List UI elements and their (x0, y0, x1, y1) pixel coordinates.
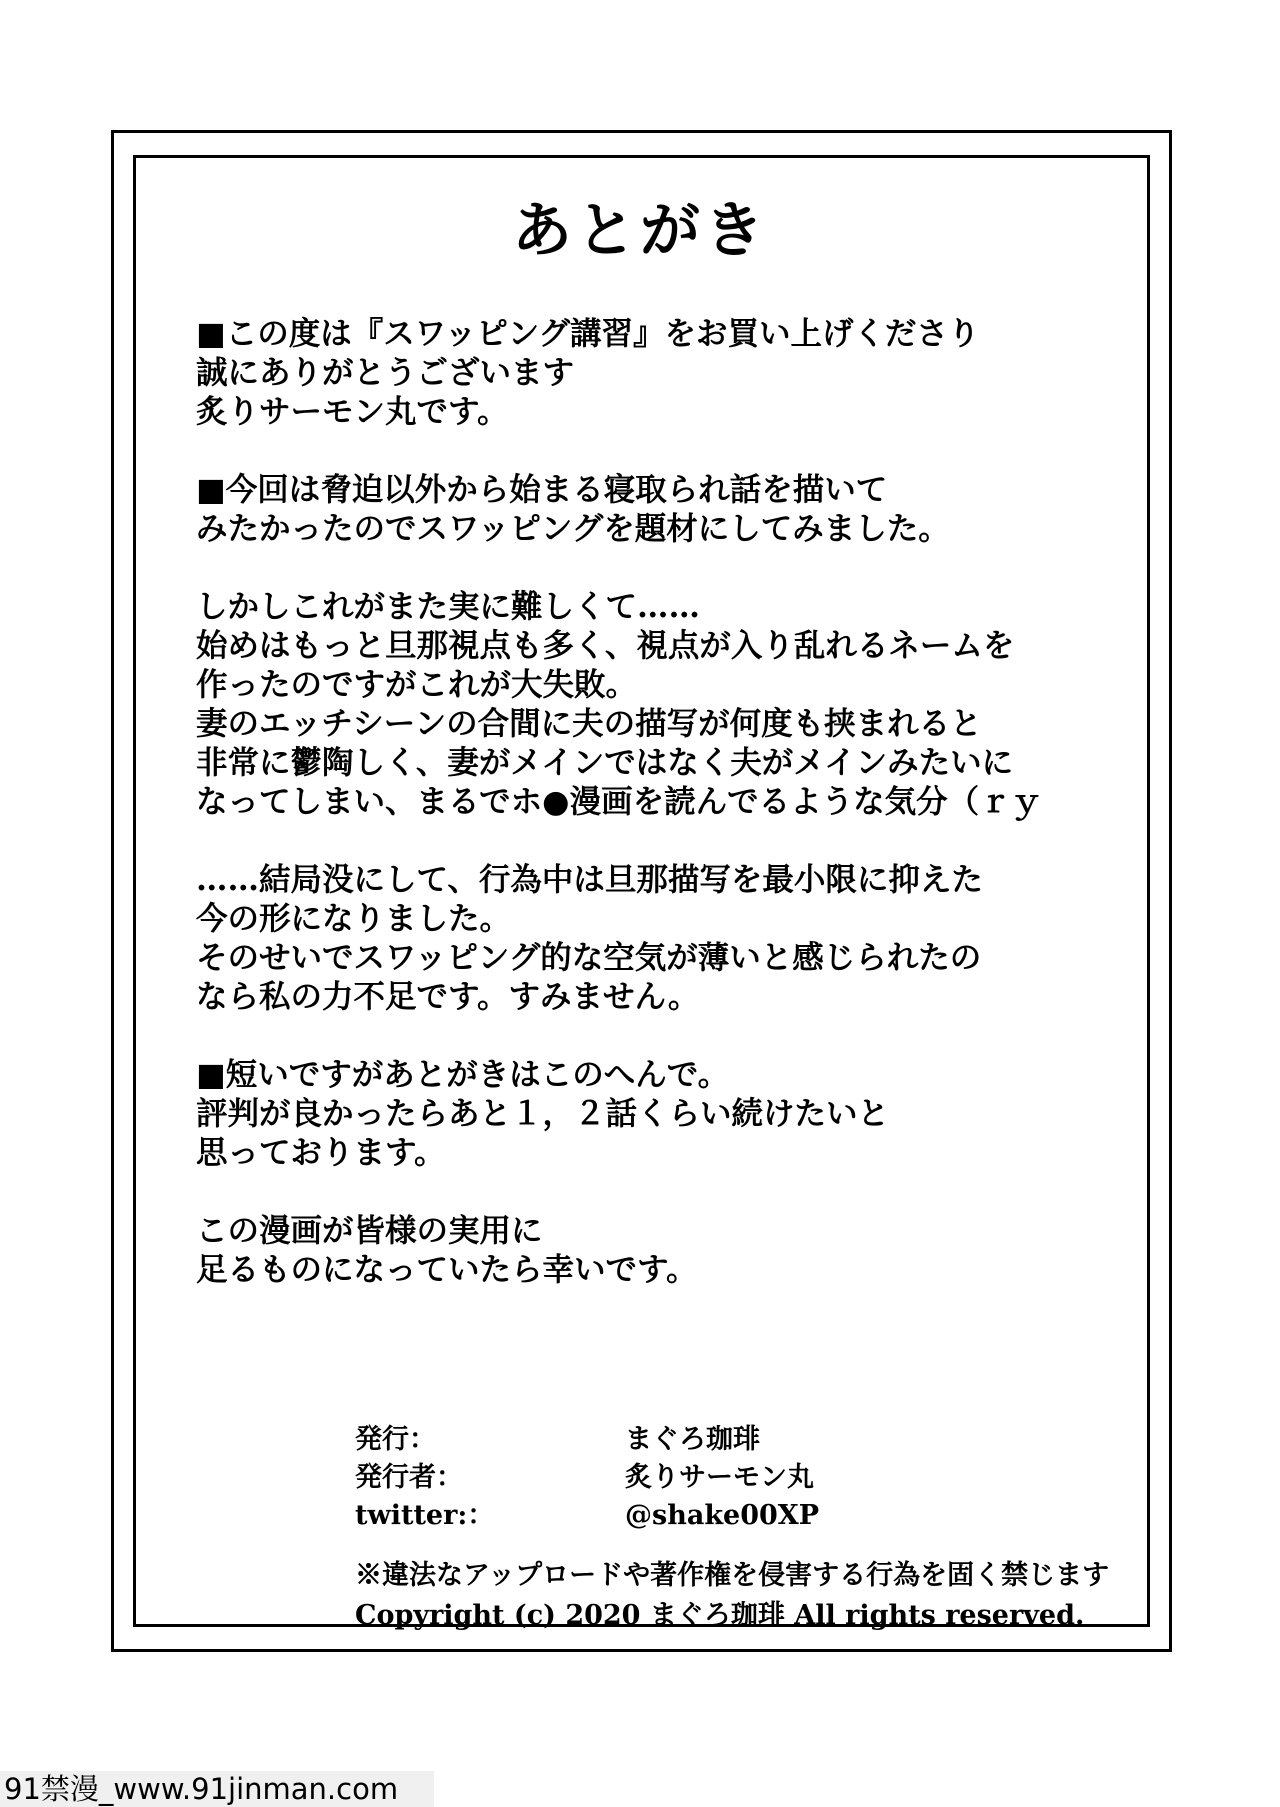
credit-label: 発行者： (355, 1462, 463, 1493)
paragraph-theme (196, 470, 1136, 548)
text-line: しかしこれがまた実に難しくて…… (196, 588, 701, 625)
text-line: 思っております。 (196, 1134, 446, 1171)
credit-value: 炙りサーモン丸 (625, 1462, 814, 1493)
text-line: 炙りサーモン丸です。 (196, 393, 509, 430)
text-line: この漫画が皆様の実用に (196, 1212, 543, 1249)
site-watermark: 91禁漫_www.91jinman.com (0, 1771, 434, 1807)
text-line: 評判が良かったらあと１，２話くらい続けたいと (196, 1095, 890, 1132)
paragraph-difficulty (196, 587, 1136, 821)
legal-block (355, 1556, 1109, 1636)
text-line: ……結局没にして、行為中は旦那描写を最小限に抑えた (196, 861, 983, 898)
text-line: みたかったのでスワッピングを題材にしてみました。 (196, 510, 950, 547)
credit-publisher (355, 1421, 819, 1459)
text-line: そのせいでスワッピング的な空気が薄いと感じられたの (196, 939, 982, 976)
text-line: ■短いですがあとがきはこのへんで。 (196, 1056, 730, 1093)
text-line: なら私の力不足です。すみません。 (196, 978, 700, 1015)
credit-label: twitter:： (355, 1500, 495, 1531)
page-title: あとがき (512, 196, 768, 266)
credits-block (355, 1421, 819, 1535)
text-line: 始めはもっと旦那視点も多く、視点が入り乱れるネームを (196, 627, 1015, 664)
paragraph-greeting (196, 314, 1136, 431)
paragraph-thanks (196, 1211, 1136, 1289)
text-line: 非常に鬱陶しく、妻がメインではなく夫がメインみたいに (196, 744, 1014, 781)
text-line: 今の形になりました。 (196, 900, 512, 937)
text-line: ■今回は脅迫以外から始まる寝取られ話を描いて (196, 471, 888, 508)
paragraph-closing (196, 1055, 1136, 1172)
text-line: 誠にありがとうございます (196, 354, 575, 391)
text-line: 作ったのですがこれが大失敗。 (196, 666, 638, 703)
text-line: 妻のエッチシーンの合間に夫の描写が何度も挟まれると (196, 705, 982, 742)
text-line: 足るものになっていたら幸いです。 (196, 1251, 698, 1288)
credit-value: @shake00XP (625, 1500, 820, 1531)
afterword-body (196, 314, 1136, 1289)
legal-notice: ※違法なアップロードや著作権を侵害する行為を固く禁じます (355, 1560, 1110, 1591)
credit-author (355, 1459, 819, 1497)
paragraph-result (196, 860, 1136, 1016)
credit-twitter (355, 1497, 819, 1535)
credit-value: まぐろ珈琲 (625, 1424, 760, 1455)
text-line: なってしまい、まるでホ●漫画を読んでるような気分（ｒｙ (196, 783, 1043, 820)
credit-label: 発行： (355, 1424, 436, 1455)
copyright-line: Copyright (c) 2020 まぐろ珈琲 All rights reserved. (355, 1600, 1085, 1631)
text-line: ■この度は『スワッピング講習』をお買い上げくださり (196, 315, 980, 352)
